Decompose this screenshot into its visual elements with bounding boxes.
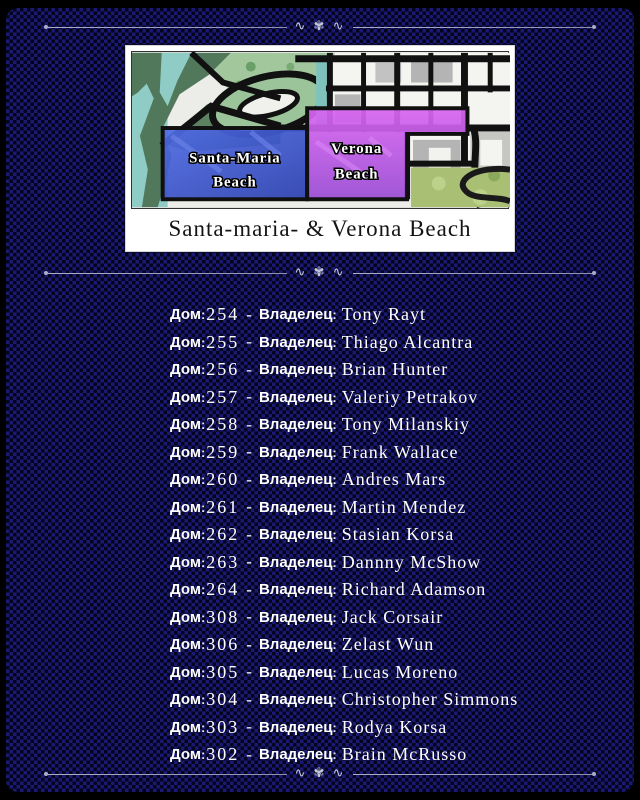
- owner-label: Владелец: [258, 498, 333, 516]
- owner-name: Richard Adamson: [341, 579, 487, 600]
- house-list: [170, 301, 634, 769]
- house-label: Дом: [170, 691, 201, 709]
- house-number: 261: [206, 496, 240, 517]
- house-row: [170, 631, 634, 659]
- owner-name: Andres Mars: [341, 469, 447, 490]
- house-row: [170, 741, 634, 769]
- house-number: 306: [206, 634, 240, 655]
- house-row: [170, 301, 634, 329]
- colon: :: [332, 499, 337, 515]
- separator: -: [246, 744, 252, 764]
- house-number: 263: [206, 551, 240, 572]
- house-label: Дом: [170, 526, 201, 544]
- house-number: 303: [206, 716, 240, 737]
- house-number: 256: [206, 359, 240, 380]
- colon: :: [200, 444, 206, 460]
- house-row: [170, 329, 634, 357]
- colon: :: [200, 499, 206, 515]
- colon: :: [200, 472, 206, 488]
- colon: :: [332, 664, 337, 680]
- owner-name: Valeriy Petrakov: [341, 386, 479, 407]
- colon: :: [332, 417, 337, 433]
- house-label: Дом: [170, 361, 201, 379]
- owner-name: Lucas Moreno: [341, 661, 459, 682]
- separator: -: [246, 387, 252, 407]
- owner-label: Владелец: [258, 581, 333, 599]
- separator: -: [246, 304, 252, 324]
- house-number: 302: [206, 744, 240, 765]
- divider-ornament-icon: ∿ ✾ ∿: [294, 265, 346, 280]
- owner-label: Владелец: [258, 526, 333, 544]
- separator: -: [246, 552, 252, 572]
- owner-label: Владелец: [258, 663, 333, 681]
- colon: :: [332, 609, 337, 625]
- owner-label: Владелец: [258, 443, 333, 461]
- divider-dot: [592, 25, 596, 29]
- house-row: [170, 714, 634, 742]
- separator: -: [246, 689, 252, 709]
- house-row: [170, 356, 634, 384]
- house-row: [170, 549, 634, 577]
- page-panel: [6, 8, 634, 792]
- divider-dot: [592, 271, 596, 275]
- house-number: 254: [206, 304, 240, 325]
- divider-line: [48, 27, 287, 28]
- map-card: [125, 45, 515, 252]
- house-label: Дом: [170, 746, 201, 764]
- house-row: [170, 411, 634, 439]
- divider-top: [44, 20, 596, 34]
- house-number: 259: [206, 441, 240, 462]
- region-label-santa-maria-2: Beach: [213, 174, 257, 191]
- owner-label: Владелец: [258, 361, 333, 379]
- house-label: Дом: [170, 553, 201, 571]
- colon: :: [200, 554, 206, 570]
- house-label: Дом: [170, 581, 201, 599]
- divider-line: [48, 774, 287, 775]
- colon: :: [332, 472, 337, 488]
- colon: :: [332, 362, 337, 378]
- region-label-santa-maria: Santa-Maria: [189, 150, 281, 167]
- separator: -: [246, 579, 252, 599]
- colon: :: [200, 334, 206, 350]
- owner-label: Владелец: [258, 636, 333, 654]
- separator: -: [246, 359, 252, 379]
- colon: :: [200, 692, 206, 708]
- separator: -: [246, 442, 252, 462]
- divider-bottom: [44, 767, 596, 781]
- house-label: Дом: [170, 333, 201, 351]
- owner-name: Tony Rayt: [341, 304, 426, 325]
- owner-label: Владелец: [258, 388, 333, 406]
- house-label: Дом: [170, 388, 201, 406]
- house-row: [170, 384, 634, 412]
- colon: :: [332, 444, 337, 460]
- divider-line: [353, 273, 592, 274]
- owner-label: Владелец: [258, 333, 333, 351]
- owner-name: Stasian Korsa: [341, 524, 455, 545]
- colon: :: [332, 334, 337, 350]
- owner-name: Brian Hunter: [341, 359, 449, 380]
- divider-line: [353, 27, 592, 28]
- region-label-verona: Verona: [330, 140, 383, 157]
- map-caption: Santa-maria- & Verona Beach: [168, 216, 472, 241]
- owner-name: Dannny McShow: [341, 551, 482, 572]
- separator: -: [246, 332, 252, 352]
- owner-name: Tony Milanskiy: [341, 414, 471, 435]
- map-image: [131, 51, 509, 209]
- house-label: Дом: [170, 306, 201, 324]
- owner-label: Владелец: [258, 553, 333, 571]
- house-row: [170, 659, 634, 687]
- divider-ornament-icon: ∿ ✾ ∿: [294, 19, 346, 34]
- house-label: Дом: [170, 416, 201, 434]
- house-number: 308: [206, 606, 240, 627]
- divider-middle: [44, 266, 596, 280]
- colon: :: [332, 637, 337, 653]
- separator: -: [246, 662, 252, 682]
- separator: -: [246, 607, 252, 627]
- house-label: Дом: [170, 498, 201, 516]
- map-svg: [132, 52, 510, 208]
- colon: :: [332, 389, 337, 405]
- owner-label: Владелец: [258, 471, 333, 489]
- house-number: 304: [206, 689, 240, 710]
- owner-label: Владелец: [258, 718, 333, 736]
- house-row: [170, 521, 634, 549]
- house-row: [170, 576, 634, 604]
- house-number: 258: [206, 414, 240, 435]
- house-row: [170, 439, 634, 467]
- colon: :: [332, 692, 337, 708]
- colon: :: [200, 719, 206, 735]
- house-label: Дом: [170, 443, 201, 461]
- colon: :: [332, 747, 337, 763]
- colon: :: [200, 362, 206, 378]
- owner-label: Владелец: [258, 416, 333, 434]
- owner-name: Christopher Simmons: [341, 689, 519, 710]
- colon: :: [200, 527, 206, 543]
- region-label-verona-2: Beach: [334, 166, 379, 183]
- colon: :: [332, 527, 337, 543]
- divider-line: [353, 774, 592, 775]
- colon: :: [332, 554, 337, 570]
- colon: :: [200, 389, 206, 405]
- house-number: 262: [206, 524, 240, 545]
- colon: :: [200, 747, 206, 763]
- house-label: Дом: [170, 471, 201, 489]
- house-number: 264: [206, 579, 240, 600]
- owner-name: Zelast Wun: [341, 634, 435, 655]
- owner-label: Владелец: [258, 306, 333, 324]
- house-row: [170, 686, 634, 714]
- colon: :: [200, 609, 206, 625]
- divider-line: [48, 273, 287, 274]
- owner-label: Владелец: [258, 691, 333, 709]
- owner-name: Brain McRusso: [341, 744, 468, 765]
- house-row: [170, 604, 634, 632]
- colon: :: [332, 307, 337, 323]
- owner-name: Martin Mendez: [341, 496, 467, 517]
- owner-label: Владелец: [258, 746, 333, 764]
- colon: :: [332, 582, 337, 598]
- separator: -: [246, 634, 252, 654]
- house-number: 260: [206, 469, 240, 490]
- colon: :: [200, 582, 206, 598]
- house-label: Дом: [170, 636, 201, 654]
- separator: -: [246, 524, 252, 544]
- house-label: Дом: [170, 718, 201, 736]
- colon: :: [200, 307, 206, 323]
- owner-label: Владелец: [258, 608, 333, 626]
- separator: -: [246, 469, 252, 489]
- house-row: [170, 494, 634, 522]
- separator: -: [246, 497, 252, 517]
- house-label: Дом: [170, 663, 201, 681]
- colon: :: [200, 417, 206, 433]
- divider-dot: [592, 772, 596, 776]
- owner-name: Frank Wallace: [341, 441, 459, 462]
- owner-name: Rodya Korsa: [341, 716, 448, 737]
- house-row: [170, 466, 634, 494]
- house-number: 257: [206, 386, 240, 407]
- colon: :: [332, 719, 337, 735]
- house-number: 305: [206, 661, 240, 682]
- owner-name: Thiago Alcantra: [341, 331, 474, 352]
- house-label: Дом: [170, 608, 201, 626]
- colon: :: [200, 664, 206, 680]
- divider-ornament-icon: ∿ ✾ ∿: [294, 766, 346, 781]
- separator: -: [246, 717, 252, 737]
- separator: -: [246, 414, 252, 434]
- colon: :: [200, 637, 206, 653]
- house-number: 255: [206, 331, 240, 352]
- owner-name: Jack Corsair: [341, 606, 444, 627]
